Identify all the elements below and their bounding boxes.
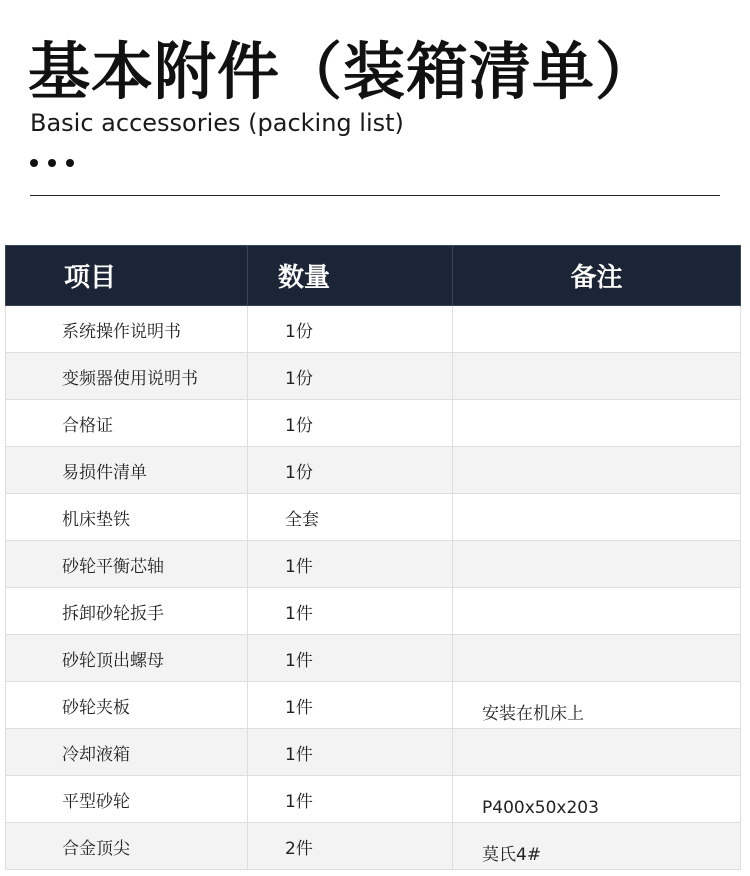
quantity-cell: 1份 (248, 447, 453, 494)
table-row (6, 400, 741, 447)
quantity-cell: 1份 (248, 306, 453, 353)
item-cell: 砂轮平衡芯轴 (6, 541, 248, 588)
table-row (6, 447, 741, 494)
table-header-row (6, 246, 741, 306)
dot-icon (30, 159, 38, 167)
quantity-cell: 1份 (248, 400, 453, 447)
item-cell: 变频器使用说明书 (6, 353, 248, 400)
quantity-cell: 2件 (248, 823, 453, 870)
header-divider (30, 195, 720, 196)
item-cell: 冷却液箱 (6, 729, 248, 776)
item-cell: 合格证 (6, 400, 248, 447)
quantity-cell: 1件 (248, 588, 453, 635)
column-header-quantity: 数量 (248, 246, 453, 306)
table-row (6, 776, 741, 823)
remarks-cell: 莫氏4# (453, 823, 741, 870)
column-header-item: 项目 (6, 246, 248, 306)
remarks-cell (453, 588, 741, 635)
item-cell: 合金顶尖 (6, 823, 248, 870)
item-cell: 砂轮夹板 (6, 682, 248, 729)
dot-icon (66, 159, 74, 167)
table-row (6, 588, 741, 635)
item-cell: 砂轮顶出螺母 (6, 635, 248, 682)
remarks-cell (453, 353, 741, 400)
quantity-cell: 1件 (248, 635, 453, 682)
table-row (6, 306, 741, 353)
item-cell: 易损件清单 (6, 447, 248, 494)
remarks-cell (453, 447, 741, 494)
remarks-cell: 安装在机床上 (453, 682, 741, 729)
remarks-cell (453, 635, 741, 682)
table-row (6, 729, 741, 776)
quantity-cell: 全套 (248, 494, 453, 541)
remarks-cell (453, 494, 741, 541)
table-row (6, 541, 741, 588)
column-header-remarks: 备注 (453, 246, 741, 306)
table-row (6, 682, 741, 729)
remarks-cell (453, 541, 741, 588)
remarks-cell (453, 400, 741, 447)
packing-list-table (5, 245, 741, 870)
item-cell: 机床垫铁 (6, 494, 248, 541)
quantity-cell: 1件 (248, 776, 453, 823)
item-cell: 系统操作说明书 (6, 306, 248, 353)
quantity-cell: 1份 (248, 353, 453, 400)
quantity-cell: 1件 (248, 541, 453, 588)
dot-icon (48, 159, 56, 167)
table-row (6, 494, 741, 541)
page-subtitle: Basic accessories (packing list) (30, 109, 404, 137)
table-row (6, 823, 741, 870)
decorative-dots (30, 159, 74, 167)
remarks-cell: P400x50x203 (453, 776, 741, 823)
remarks-cell (453, 729, 741, 776)
table-row (6, 635, 741, 682)
item-cell: 平型砂轮 (6, 776, 248, 823)
quantity-cell: 1件 (248, 682, 453, 729)
item-cell: 拆卸砂轮扳手 (6, 588, 248, 635)
table-row (6, 353, 741, 400)
quantity-cell: 1件 (248, 729, 453, 776)
remarks-cell (453, 306, 741, 353)
page-title: 基本附件（装箱清单） (28, 35, 659, 108)
